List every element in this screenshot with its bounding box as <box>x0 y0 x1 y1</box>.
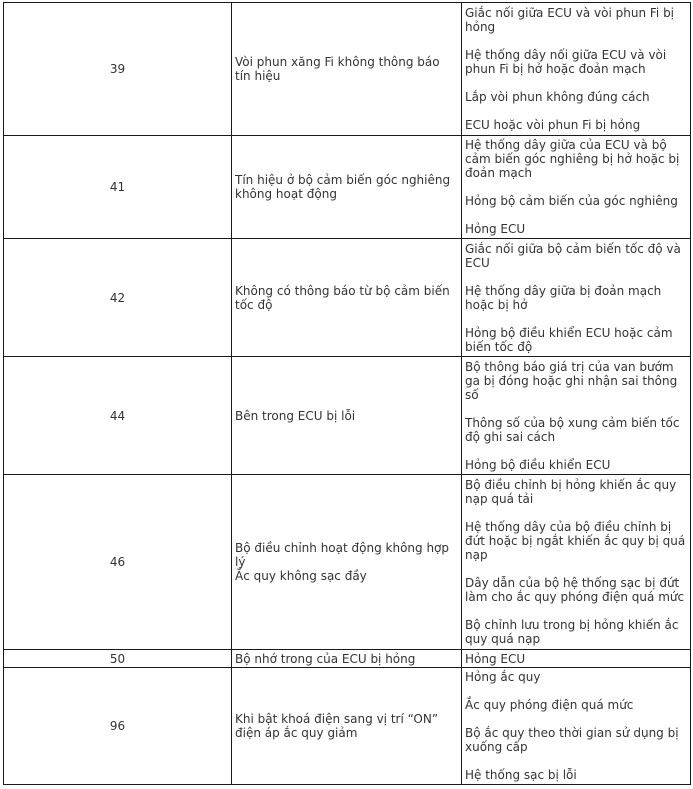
cause-item: Bộ ắc quy theo thời gian sử dụng bị xuống cấp <box>465 726 679 754</box>
cause-item: Thông số của bộ xung cảm biến tốc độ ghi sai cách <box>465 415 680 444</box>
cause-item: Hỏng bộ điều khiển ECU <box>465 457 611 472</box>
table-row <box>4 3 691 136</box>
cause-item: Ắc quy phóng điện quá mức <box>465 698 634 712</box>
error-causes <box>462 650 691 668</box>
cause-item: Dây dẫn của bộ hệ thống sạc bị đứt làm cho ắc quy phóng điện quá mức <box>465 576 685 604</box>
cause-item: Hệ thống dây của bộ điều chỉnh bị đứt hoặc bị ngắt khiến ắc quy bị quá nạp <box>465 520 686 562</box>
cause-item: Bộ điều chỉnh bị hỏng khiến ắc quy nạp quá tải <box>465 478 677 506</box>
error-causes <box>462 357 691 475</box>
error-description: Bộ điều chỉnh hoạt động không hợp lý Ắc quy không sạc đầy <box>232 475 462 650</box>
error-causes <box>462 239 691 357</box>
table-row <box>4 475 691 650</box>
cause-item: Bộ thông báo giá trị của van bướm ga bị đóng hoặc ghi nhận sai thông số <box>465 359 678 402</box>
error-causes <box>462 475 691 650</box>
cause-item: Hỏng ắc quy <box>465 670 541 684</box>
error-description: Vòi phun xăng Fi không thông báo tín hiệu <box>232 3 462 136</box>
error-description: Khi bật khoá điện sang vị trí “ON” điện áp ắc quy giảm <box>232 668 462 785</box>
error-description: Tín hiệu ở bộ cảm biến góc nghiêng không hoạt động <box>232 136 462 239</box>
error-description: Không có thông báo từ bộ cảm biến tốc độ <box>232 239 462 357</box>
error-code: 46 <box>4 475 232 650</box>
error-causes <box>462 136 691 239</box>
error-code: 41 <box>4 136 232 239</box>
cause-item: ECU hoặc vòi phun Fi bị hỏng <box>465 118 641 132</box>
error-code: 50 <box>4 650 232 668</box>
cause-item: Hỏng ECU <box>465 222 526 236</box>
cause-item: Hệ thống dây nối giữa ECU và vòi phun Fi bị hở hoặc đoản mạch <box>465 48 667 76</box>
table-row <box>4 650 691 668</box>
error-causes <box>462 668 691 785</box>
error-code: 42 <box>4 239 232 357</box>
error-causes <box>462 3 691 136</box>
cause-item: Hỏng bộ cảm biến của góc nghiêng <box>465 194 678 208</box>
cause-item: Lắp vòi phun không đúng cách <box>465 90 650 104</box>
cause-item: Hỏng ECU <box>465 651 526 666</box>
error-code: 96 <box>4 668 232 785</box>
cause-item: Hệ thống dây giữa bị đoản mạch hoặc bị hở <box>465 283 662 312</box>
error-code: 44 <box>4 357 232 475</box>
error-description: Bộ nhớ trong của ECU bị hỏng <box>232 650 462 668</box>
table-row <box>4 239 691 357</box>
cause-item: Hỏng bộ điều khiển ECU hoặc cảm biến tốc độ <box>465 325 673 354</box>
error-code-table <box>3 2 691 785</box>
cause-item: Hệ thống dây giữa của ECU và bộ cảm biến góc nghiêng bị hở hoặc bị đoản mạch <box>465 138 680 180</box>
table-row <box>4 668 691 785</box>
table-row <box>4 136 691 239</box>
error-description: Bên trong ECU bị lỗi <box>232 357 462 475</box>
cause-item: Giắc nối giữa ECU và vòi phun Fi bị hỏng <box>465 6 675 34</box>
cause-item: Bộ chỉnh lưu trong bị hỏng khiến ắc quy quá nạp <box>465 618 679 646</box>
table-row <box>4 357 691 475</box>
cause-item: Hệ thống sạc bị lỗi <box>465 768 577 782</box>
cause-item: Giắc nối giữa bộ cảm biến tốc độ và ECU <box>465 241 681 270</box>
error-code: 39 <box>4 3 232 136</box>
